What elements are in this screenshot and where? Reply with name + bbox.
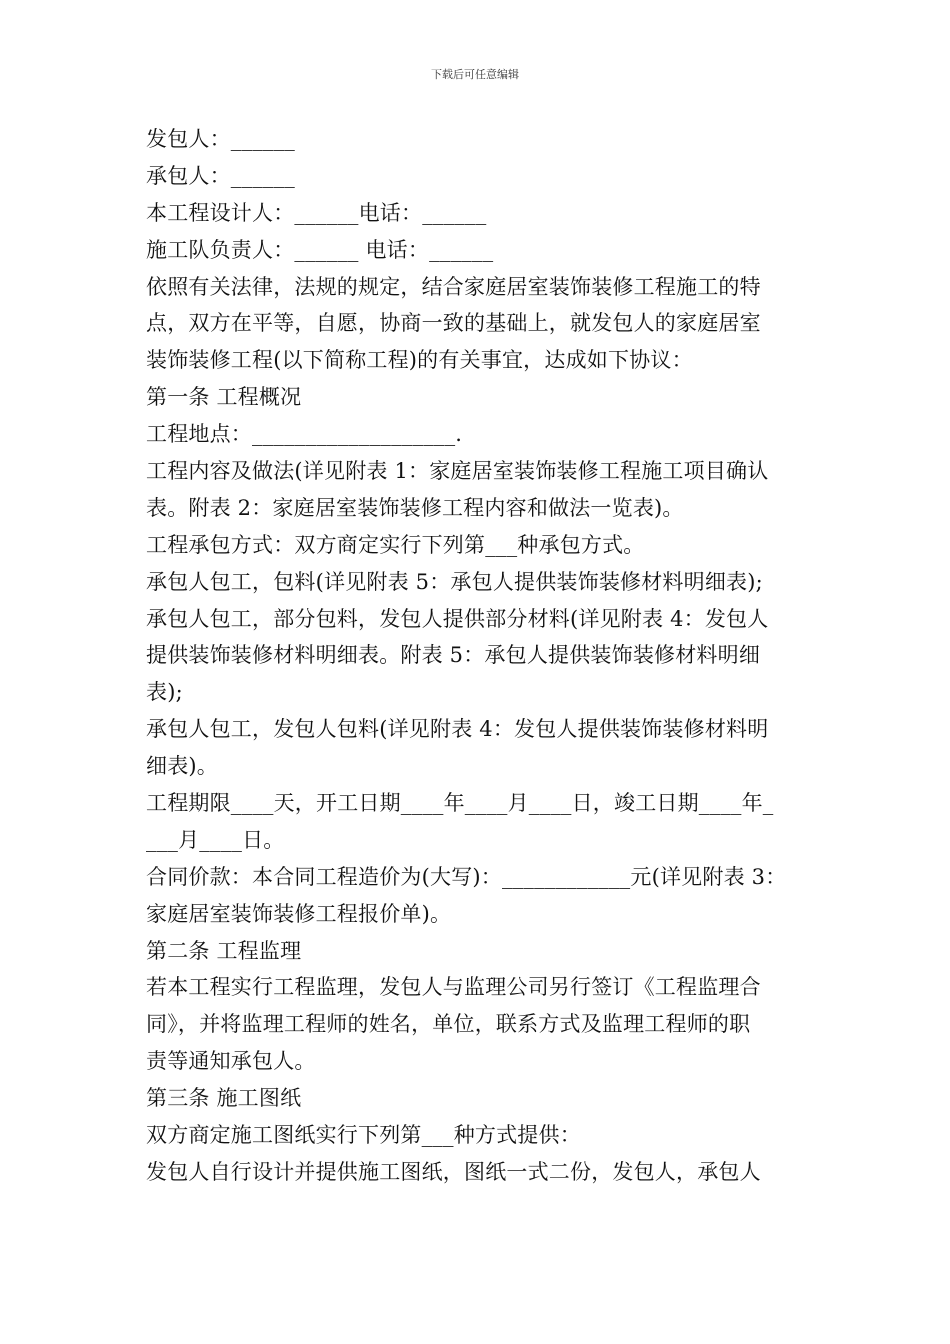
text-line: 双方商定施工图纸实行下列第___种方式提供： xyxy=(146,1123,581,1148)
text-line: 施工队负责人：______ 电话：______ xyxy=(146,237,494,262)
text-line: 若本工程实行工程监理，发包人与监理公司另行签订《工程监理合 xyxy=(146,975,761,1000)
text-line: 提供装饰装修材料明细表。附表 5：承包人提供装饰装修材料明细 xyxy=(146,643,761,668)
text-line: 细表)。 xyxy=(146,754,218,779)
text-line: 装饰装修工程(以下简称工程)的有关事宜，达成如下协议： xyxy=(146,348,693,373)
text-line: 第一条 工程概况 xyxy=(146,385,302,410)
text-line: 依照有关法律，法规的规定，结合家庭居室装饰装修工程施工的特 xyxy=(146,274,761,299)
text-line: 家庭居室装饰装修工程报价单)。 xyxy=(146,901,452,926)
text-line: 合同价款：本合同工程造价为(大写)：____________元(详见附表 3： xyxy=(146,864,787,889)
text-line: 工程期限____天，开工日期____年____月____日，竣工日期____年_ xyxy=(146,791,774,816)
text-line: 同》，并将监理工程师的姓名，单位，联系方式及监理工程师的职 xyxy=(146,1012,751,1037)
text-line: 第三条 施工图纸 xyxy=(146,1086,302,1111)
text-line: 第二条 工程监理 xyxy=(146,938,302,963)
text-line: 承包人包工，部分包料，发包人提供部分材料(详见附表 4：发包人 xyxy=(146,606,769,631)
text-line: 工程内容及做法(详见附表 1：家庭居室装饰装修工程施工项目确认 xyxy=(146,459,769,484)
text-line: 承包人包工，发包人包料(详见附表 4：发包人提供装饰装修材料明 xyxy=(146,717,769,742)
text-line: 发包人自行设计并提供施工图纸，图纸一式二份，发包人，承包人 xyxy=(146,1159,761,1184)
text-line: 承包人包工，包料(详见附表 5：承包人提供装饰装修材料明细表); xyxy=(146,569,763,594)
text-line: ___月____日。 xyxy=(146,827,285,852)
page-header: 下载后可任意编辑 xyxy=(431,68,519,81)
text-line: 承包人：______ xyxy=(146,163,295,188)
document-body xyxy=(146,121,808,1191)
text-line: 表); xyxy=(146,680,183,705)
text-line: 工程承包方式：双方商定实行下列第___种承包方式。 xyxy=(146,532,645,557)
text-line: 责等通知承包人。 xyxy=(146,1049,316,1074)
text-line: 发包人：______ xyxy=(146,127,295,151)
text-line: 表。附表 2：家庭居室装饰装修工程内容和做法一览表)。 xyxy=(146,495,684,520)
text-line: 本工程设计人：______电话：______ xyxy=(146,200,487,225)
text-line: 点，双方在平等，自愿，协商一致的基础上，就发包人的家庭居室 xyxy=(146,311,761,336)
text-line: 工程地点：___________________. xyxy=(146,422,463,447)
